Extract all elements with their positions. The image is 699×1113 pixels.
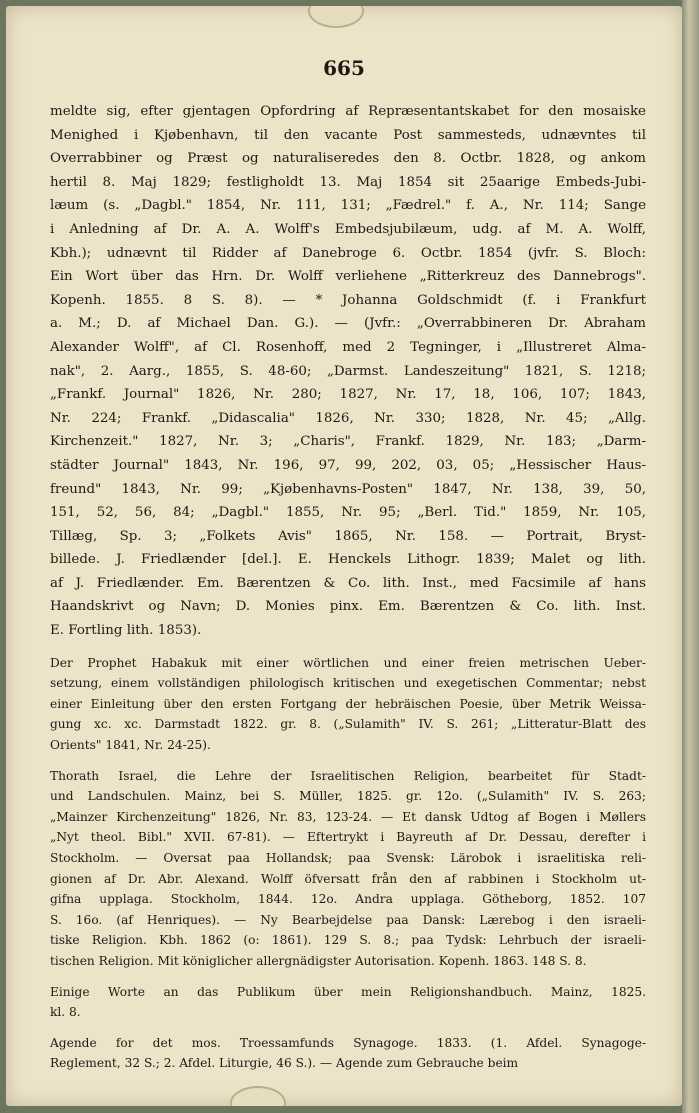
text-line: hertil 8. Maj 1829; festligholdt 13. Maj 1854 sit 25aarige Embeds-Jubi-	[50, 174, 646, 190]
paragraph-gap	[50, 1023, 646, 1031]
text-line: af J. Friedlænder. Em. Bærentzen & Co. lith. Inst., med Facsimile af hans	[50, 575, 646, 591]
text-line: tischen Religion. Mit königlicher allergnädigster Autorisation. Kopenh. 1863. 148 S. 8.	[50, 953, 587, 968]
page-text	[50, 100, 646, 1074]
text-line: gifna upplaga. Stockholm, 1844. 12o. Andra upplaga. Götheborg, 1852. 107	[50, 892, 646, 907]
text-line: gung xc. xc. Darmstadt 1822. gr. 8. („Sulamith" IV. S. 261; „Litteratur-Blatt des	[50, 717, 646, 732]
text-line: Kirchenzeit." 1827, Nr. 3; „Charis", Frankf. 1829, Nr. 183; „Darm-	[50, 434, 646, 450]
text-line: Nr. 224; Frankf. „Didascalia" 1826, Nr. 330; 1828, Nr. 45; „Allg.	[50, 410, 646, 426]
text-line: Reglement, 32 S.; 2. Afdel. Liturgie, 46 S.). — Agende zum Gebrauche beim	[50, 1056, 519, 1071]
text-line: „Nyt theol. Bibl." XVII. 67-81). — Eftertrykt i Bayreuth af Dr. Dessau, derefter i	[50, 830, 646, 845]
text-line: kl. 8.	[50, 1005, 81, 1020]
text-line: nak", 2. Aarg., 1855, S. 48-60; „Darmst. Landeszeitung" 1821, S. 1218;	[50, 363, 646, 379]
text-line: S. 16o. (af Henriques). — Ny Bearbejdelse paa Dansk: Lærebog i den israeli-	[50, 912, 646, 927]
book-spine	[682, 0, 699, 1113]
text-line: Haandskrivt og Navn; D. Monies pinx. Em. Bærentzen & Co. lith. Inst.	[50, 599, 646, 615]
text-line: Alexander Wolff", af Cl. Rosenhoff, med 2 Tegninger, i „Illustreret Alma-	[50, 339, 646, 355]
paragraph-habakuk	[50, 653, 646, 756]
text-line: gionen af Dr. Abr. Alexand. Wolff öfversatt från den af rabbinen i Stockholm ut-	[50, 871, 646, 886]
text-line: Ein Wort über das Hrn. Dr. Wolff verliehene „Ritterkreuz des Dannebrogs".	[50, 269, 646, 285]
text-line: „Mainzer Kirchenzeitung" 1826, Nr. 83, 123-24. — Et dansk Udtog af Bogen i Møllers	[50, 809, 646, 824]
text-line: Kbh.); udnævnt til Ridder af Danebroge 6. Octbr. 1854 (jvfr. S. Bloch:	[50, 245, 646, 261]
paragraph-gap	[50, 756, 646, 764]
paragraph-biography	[50, 100, 646, 643]
punch-hole-top	[308, 6, 364, 28]
text-line: Orients" 1841, Nr. 24-25).	[50, 738, 211, 753]
text-line: læum (s. „Dagbl." 1854, Nr. 111, 131; „Fædrel." f. A., Nr. 114; Sange	[50, 198, 646, 214]
text-line: freund" 1843, Nr. 99; „Kjøbenhavns-Posten" 1847, Nr. 138, 39, 50,	[50, 481, 646, 497]
text-line: Kopenh. 1855. 8 S. 8). — * Johanna Goldschmidt (f. i Frankfurt	[50, 292, 646, 308]
book-page	[6, 6, 682, 1106]
text-line: und Landschulen. Mainz, bei S. Müller, 1825. gr. 12o. („Sulamith" IV. S. 263;	[50, 789, 646, 804]
text-line: setzung, einem vollständigen philologisch kritischen und exegetischen Commentar; nebst	[50, 676, 646, 691]
text-line: einer Einleitung über den ersten Fortgang der hebräischen Poesie, über Metrik Weissa-	[50, 696, 646, 711]
text-line: E. Fortling lith. 1853).	[50, 623, 202, 639]
text-line: Der Prophet Habakuk mit einer wörtlichen und einer freien metrischen Ueber-	[50, 655, 646, 670]
text-line: 151, 52, 56, 84; „Dagbl." 1855, Nr. 95; „Berl. Tid." 1859, Nr. 105,	[50, 505, 646, 521]
text-line: „Frankf. Journal" 1826, Nr. 280; 1827, Nr. 17, 18, 106, 107; 1843,	[50, 387, 646, 403]
paragraph-einige-worte	[50, 982, 646, 1023]
page-number: 665	[323, 56, 365, 80]
text-line: Menighed i Kjøbenhavn, til den vacante Post sammesteds, udnævntes til	[50, 127, 646, 143]
text-line: tiske Religion. Kbh. 1862 (o: 1861). 129 S. 8.; paa Tydsk: Lehrbuch der israeli-	[50, 933, 646, 948]
text-line: Thorath Israel, die Lehre der Israelitischen Religion, bearbeitet für Stadt-	[50, 768, 646, 783]
punch-hole-bottom	[230, 1086, 286, 1106]
text-line: Overrabbiner og Præst og naturaliseredes den 8. Octbr. 1828, og ankom	[50, 151, 646, 167]
paragraph-thorath-israel	[50, 766, 646, 972]
text-line: Tillæg, Sp. 3; „Folkets Avis" 1865, Nr. 158. — Portrait, Bryst-	[50, 528, 646, 544]
text-line: Einige Worte an das Publikum über mein Religionshandbuch. Mainz, 1825.	[50, 984, 646, 999]
text-line: meldte sig, efter gjentagen Opfordring af Repræsentantskabet for den mosaiske	[50, 104, 646, 119]
text-line: Stockholm. — Oversat paa Hollandsk; paa Svensk: Lärobok i israelitiska reli-	[50, 851, 646, 865]
text-line: Agende for det mos. Troessamfunds Synagoge. 1833. (1. Afdel. Synagoge-	[50, 1035, 646, 1050]
text-line: billede. J. Friedlænder [del.]. E. Henckels Lithogr. 1839; Malet og lith.	[50, 552, 646, 568]
text-line: städter Journal" 1843, Nr. 196, 97, 99, 202, 03, 05; „Hessischer Haus-	[50, 457, 646, 473]
paragraph-gap	[50, 643, 646, 651]
paragraph-agende	[50, 1033, 646, 1074]
text-line: a. M.; D. af Michael Dan. G.). — (Jvfr.: „Overrabbineren Dr. Abraham	[50, 316, 646, 332]
text-line: i Anledning af Dr. A. A. Wolff's Embedsjubilæum, udg. af M. A. Wolff,	[50, 221, 646, 237]
paragraph-gap	[50, 972, 646, 980]
